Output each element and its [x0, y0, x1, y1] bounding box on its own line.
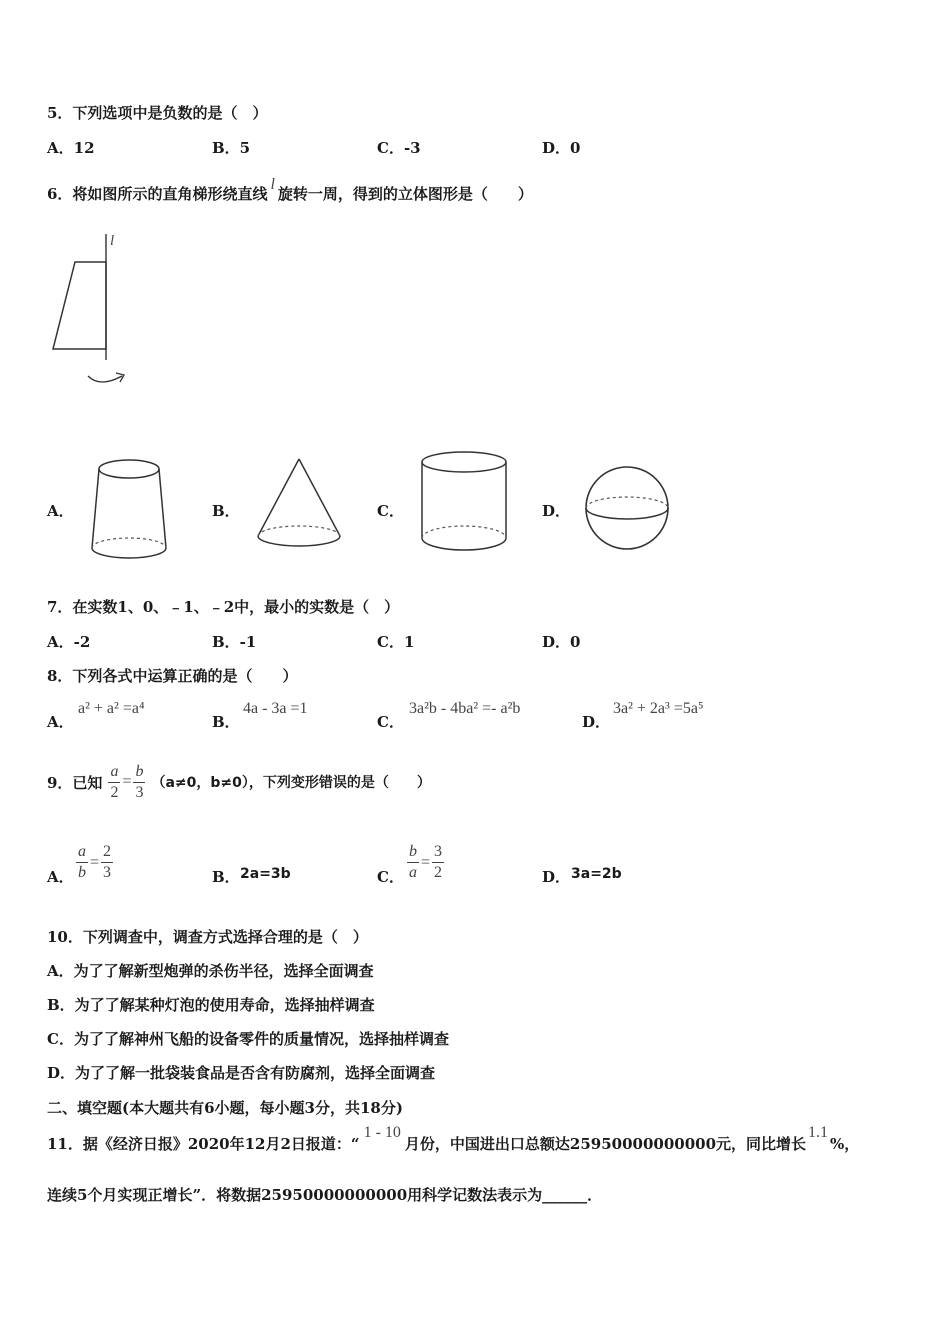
q6-option-a-letter: A． — [47, 502, 74, 520]
q5-option-b: B．5 — [212, 139, 251, 157]
q8-stem: 8．下列各式中运算正确的是（ ） — [47, 667, 298, 685]
q10-stem: 10．下列调查中，调查方式选择合理的是（ ） — [47, 928, 368, 946]
q8-option-b-expr: 4a - 3a =1 — [243, 700, 308, 717]
q9-opt-c-right-den: 2 — [434, 864, 443, 881]
q9-option-b-expr: 2a=3b — [240, 866, 291, 882]
q9-given-equation — [108, 762, 145, 803]
q11-part1: 11．据《经济日报》2020年12月2日报道：“ — [47, 1135, 360, 1153]
q9-opt-a-eq: = — [90, 853, 100, 871]
q11-part2: 月份，中国进出口总额达25950000000000元，同比增长 — [404, 1135, 807, 1153]
q9-given-left-den: 2 — [110, 783, 119, 801]
q9-stem-prefix: 9．已知 — [47, 773, 103, 792]
q9-opt-a-right-num: 2 — [101, 842, 113, 863]
q8-option-b-letter: B． — [212, 713, 240, 731]
q9-opt-a-right-den: 3 — [103, 864, 112, 881]
q8-option-d-expr: 3a² + 2a³ =5a⁵ — [613, 700, 704, 717]
q6-line-symbol: l — [270, 176, 275, 193]
q11-part3: %， — [830, 1135, 860, 1153]
q9-opt-a-left-den: b — [78, 864, 86, 881]
q9-opt-c-eq: = — [421, 853, 431, 871]
q9-opt-c-left-den: a — [409, 864, 417, 881]
q9-option-d-letter: D． — [542, 868, 571, 886]
q11-line1 — [47, 1124, 860, 1154]
sphere-icon — [582, 462, 672, 554]
q9-given-left-num: a — [108, 762, 120, 783]
q5-option-a: A．12 — [47, 139, 95, 157]
q6-stem-part1: 6．将如图所示的直角梯形绕直线 — [47, 185, 268, 203]
q5-option-d: D．0 — [542, 139, 581, 157]
q10-option-c: C．为了了解神州飞船的设备零件的质量情况，选择抽样调查 — [47, 1030, 449, 1048]
q7-option-c: C．1 — [377, 633, 415, 651]
q9-given-right-den: 3 — [135, 783, 144, 801]
q7-option-d: D．0 — [542, 633, 581, 651]
q9-opt-c-right-num: 3 — [432, 842, 444, 863]
q11-month-range: 1 - 10 — [363, 1124, 401, 1141]
q7-option-b: B．-1 — [212, 633, 257, 651]
q8-option-a-expr: a² + a² =a⁴ — [78, 700, 145, 717]
q9-option-b-letter: B． — [212, 868, 240, 886]
q9-opt-c-left-num: b — [407, 842, 419, 863]
q8-option-d-letter: D． — [582, 713, 611, 731]
cone-icon — [254, 456, 344, 552]
q8-option-c-letter: C． — [377, 713, 404, 731]
q5-option-c: C．-3 — [377, 139, 421, 157]
q9-given-right-num: b — [133, 762, 145, 783]
frustum-icon — [88, 458, 170, 564]
q9-option-a-expr — [76, 842, 113, 883]
q9-given-eq: = — [122, 773, 132, 790]
q7-stem: 7．在实数1、0、﹣1、﹣2中，最小的实数是（ ） — [47, 598, 400, 616]
q9-option-c-letter: C． — [377, 868, 404, 886]
q8-option-a-letter: A． — [47, 713, 74, 731]
section-heading-fill-in: 二、填空题(本大题共有6小题，每小题3分，共18分) — [47, 1099, 403, 1117]
q7-option-a: A．-2 — [47, 633, 91, 651]
q6-stem-part2: 旋转一周，得到的立体图形是（ ） — [277, 185, 533, 203]
q9-opt-a-left-num: a — [76, 842, 88, 863]
q9-option-c-expr — [407, 842, 444, 883]
q11-line2: 连续5个月实现正增长”．将数据25950000000000用科学记数法表示为______． — [47, 1186, 603, 1204]
q6-stem — [47, 176, 533, 204]
q9-option-a-letter: A． — [47, 868, 74, 886]
q11-growth-rate: 1.1 — [808, 1124, 829, 1141]
q9-stem-suffix: （a≠0，b≠0），下列变形错误的是（ ） — [151, 775, 431, 791]
cylinder-icon — [418, 450, 510, 556]
q6-option-d-letter: D． — [542, 502, 571, 520]
q10-option-d: D．为了了解一批袋装食品是否含有防腐剂，选择全面调查 — [47, 1064, 436, 1082]
q8-option-c-expr: 3a²b - 4ba² =- a²b — [409, 700, 521, 717]
q10-option-b: B．为了了解某种灯泡的使用寿命，选择抽样调查 — [47, 996, 375, 1014]
q9-stem — [47, 760, 431, 804]
q9-option-d-expr: 3a=2b — [571, 866, 622, 882]
figure-line-label: l — [110, 233, 115, 249]
q6-option-c-letter: C． — [377, 502, 404, 520]
right-trapezoid-figure — [40, 228, 140, 393]
q5-stem: 5．下列选项中是负数的是（ ） — [47, 104, 268, 122]
q10-option-a: A．为了了解新型炮弹的杀伤半径，选择全面调查 — [47, 962, 374, 980]
q6-option-b-letter: B． — [212, 502, 240, 520]
